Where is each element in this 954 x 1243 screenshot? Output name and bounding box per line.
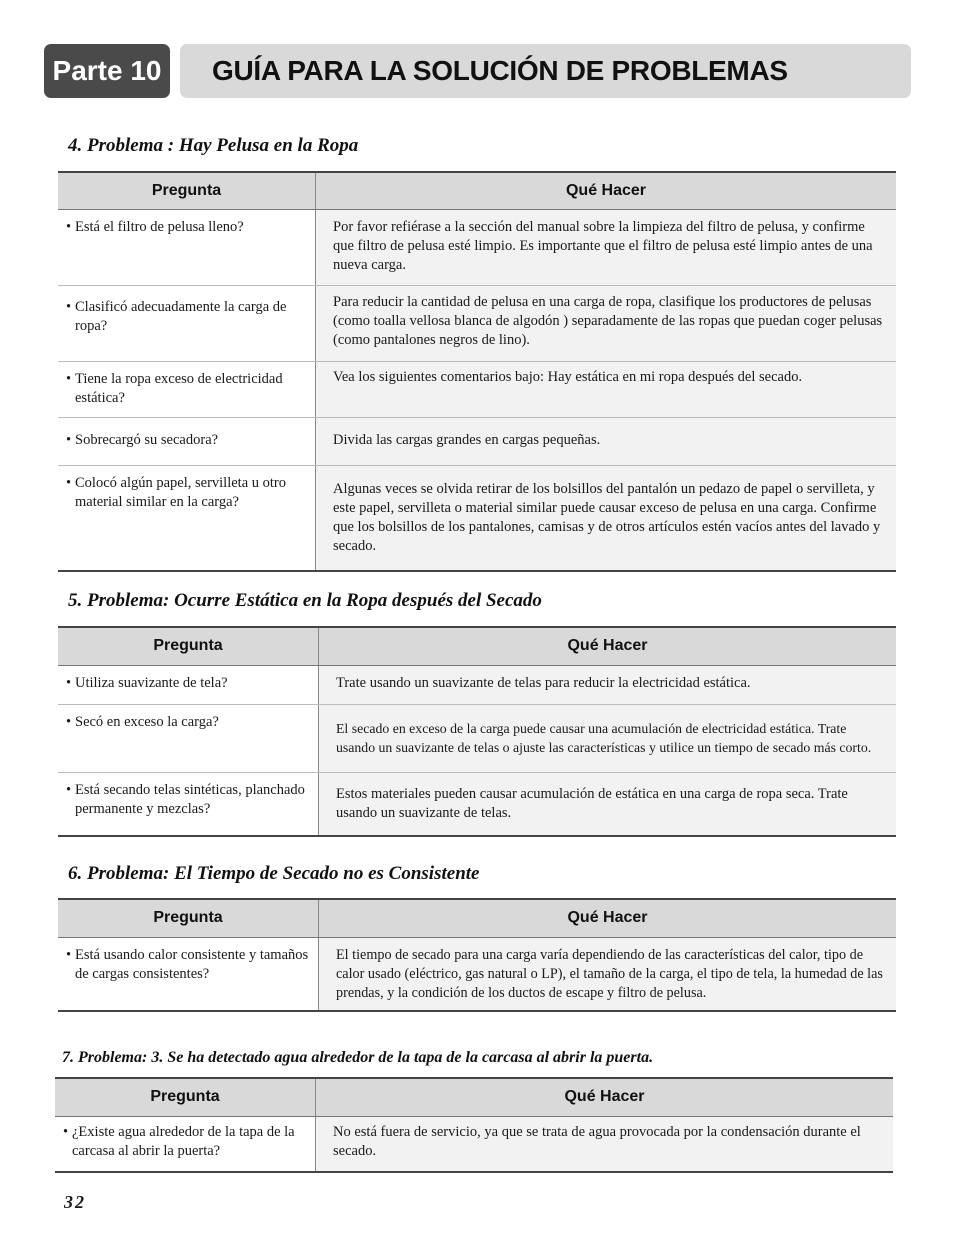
question-header: Pregunta xyxy=(58,899,319,937)
table-row: • Secó en exceso la carga? El secado en exceso de la carga puede causar una acumulación de electricidad estática. Trate usando un suavizante de telas o ajuste las características y utilice un tiempo de secado más corto. xyxy=(58,704,896,772)
answer-text: No está fuera de servicio, ya que se trata de agua provocada por la condensación durante el secado. xyxy=(333,1123,861,1159)
action-header: Qué Hacer xyxy=(319,899,897,937)
table-row: • Sobrecargó su secadora? Divida las cargas grandes en cargas pequeñas. xyxy=(58,417,896,465)
table-row: • Utiliza suavizante de tela? Trate usando un suavizante de telas para reducir la electricidad estática. xyxy=(58,665,896,704)
question-text: Colocó algún papel, servilleta u otro material similar en la carga? xyxy=(75,474,287,510)
section-7-table xyxy=(55,1077,893,1173)
question-header: Pregunta xyxy=(55,1078,316,1116)
part-label: Parte 10 xyxy=(52,55,162,86)
answer-text: Vea los siguientes comentarios bajo: Hay estática en mi ropa después del secado. xyxy=(333,368,803,385)
answer-text: Algunas veces se olvida retirar de los bolsillos del pantalón un pedazo de papel o servilleta, y este papel, servilleta o material similar puede causar exceso de pelusa en una carga. Confirme que los bolsillos de los pantalones, camisas y de otros artículos estén vacíos antes del lavado y secado. xyxy=(333,480,881,554)
question-text: Sobrecargó su secadora? xyxy=(75,431,219,448)
table-row: • Está el filtro de pelusa lleno? Por favor refiérase a la sección del manual sobre la limpieza del filtro de pelusa, y confirme que filtro de pelusa esté limpio. Es importante que el filtro de pelusa esté limpio antes de una nueva carga. xyxy=(58,209,896,285)
action-header: Qué Hacer xyxy=(316,1078,894,1116)
action-header: Qué Hacer xyxy=(316,172,897,209)
page-title-bar xyxy=(180,44,911,98)
question-text: Está secando telas sintéticas, planchado permanente y mezclas? xyxy=(75,781,305,817)
answer-text: Divida las cargas grandes en cargas pequeñas. xyxy=(333,431,601,448)
section-5-table xyxy=(58,626,896,837)
action-header: Qué Hacer xyxy=(319,627,897,665)
answer-text: Por favor refiérase a la sección del manual sobre la limpieza del filtro de pelusa, y confirme que filtro de pelusa esté limpio. Es importante que el filtro de pelusa esté limpio antes de una nueva carga. xyxy=(333,218,873,273)
answer-text: El tiempo de secado para una carga varía dependiendo de las características del calor, tipo de calor usado (eléctrico, gas natural o LP), el tamaño de la carga, el tipo de tela, la humedad de las prendas, y la condición de los ductos de escape y filtro de pelusa. xyxy=(336,946,883,1001)
answer-text: Estos materiales pueden causar acumulación de estática en una carga de ropa seca. Trate usando un suavizante de telas. xyxy=(336,785,848,821)
table-row: • Está usando calor consistente y tamaños de cargas consistentes? El tiempo de secado para una carga varía dependiendo de las características del calor, tipo de calor usado (eléctrico, gas natural o LP), el tamaño de la carga, el tipo de tela, la humedad de las prendas, y la condición de los ductos de escape y filtro de pelusa. xyxy=(58,937,896,1011)
answer-text: Trate usando un suavizante de telas para reducir la electricidad estática. xyxy=(336,674,751,691)
table-row: • Tiene la ropa exceso de electricidad estática? Vea los siguientes comentarios bajo: Hay estática en mi ropa después del secado. xyxy=(58,361,896,417)
question-text: Secó en exceso la carga? xyxy=(75,713,219,730)
section-4-table xyxy=(58,171,896,572)
table-row: • Clasificó adecuadamente la carga de ropa? Para reducir la cantidad de pelusa en una carga de ropa, clasifique los productores de pelusas (como toalla vellosa blanca de algodón ) separadamente de las ropas que puedan coger pelusas (como pantalones negros de lino). xyxy=(58,285,896,361)
section-6-title: 6. Problema: El Tiempo de Secado no es Consistente xyxy=(68,863,480,884)
section-7-title: 7. Problema: 3. Se ha detectado agua alrededor de la tapa de la carcasa al abrir la puerta. xyxy=(62,1049,654,1066)
question-text: Clasificó adecuadamente la carga de ropa? xyxy=(75,298,287,334)
answer-text: Para reducir la cantidad de pelusa en una carga de ropa, clasifique los productores de pelusas (como toalla vellosa blanca de algodón ) separadamente de las ropas que puedan coger pelusas (como pantalones negros de lino). xyxy=(333,293,883,348)
section-4-title: 4. Problema : Hay Pelusa en la Ropa xyxy=(68,135,359,156)
part-badge xyxy=(44,44,170,98)
table-row: • Está secando telas sintéticas, planchado permanente y mezclas? Estos materiales pueden causar acumulación de estática en una carga de ropa seca. Trate usando un suavizante de telas. xyxy=(58,772,896,836)
question-header: Pregunta xyxy=(58,172,316,209)
question-text: Está el filtro de pelusa lleno? xyxy=(75,218,244,235)
page-title: GUÍA PARA LA SOLUCIÓN DE PROBLEMAS xyxy=(212,55,788,86)
question-text: Tiene la ropa exceso de electricidad estática? xyxy=(75,370,283,406)
table-row: • Colocó algún papel, servilleta u otro material similar en la carga? Algunas veces se olvida retirar de los bolsillos del pantalón un pedazo de papel o servilleta, y este papel, servilleta o material similar puede causar exceso de pelusa en una carga. Confirme que los bolsillos de los pantalones, camisas y de otros artículos estén vacíos antes del lavado y secado. xyxy=(58,465,896,571)
section-6-table xyxy=(58,898,896,1012)
question-header: Pregunta xyxy=(58,627,319,665)
question-text: ¿Existe agua alrededor de la tapa de la carcasa al abrir la puerta? xyxy=(72,1123,295,1159)
table-row: • ¿Existe agua alrededor de la tapa de la carcasa al abrir la puerta? No está fuera de servicio, ya que se trata de agua provocada por la condensación durante el secado. xyxy=(55,1116,893,1172)
answer-text: El secado en exceso de la carga puede causar una acumulación de electricidad estática. Trate usando un suavizante de telas o ajuste las características y utilice un tiempo de secado más corto. xyxy=(336,720,872,755)
question-text: Está usando calor consistente y tamaños de cargas consistentes? xyxy=(75,946,309,982)
question-text: Utiliza suavizante de tela? xyxy=(75,674,228,691)
page-number: 32 xyxy=(64,1192,86,1212)
section-5-title: 5. Problema: Ocurre Estática en la Ropa después del Secado xyxy=(68,590,542,611)
